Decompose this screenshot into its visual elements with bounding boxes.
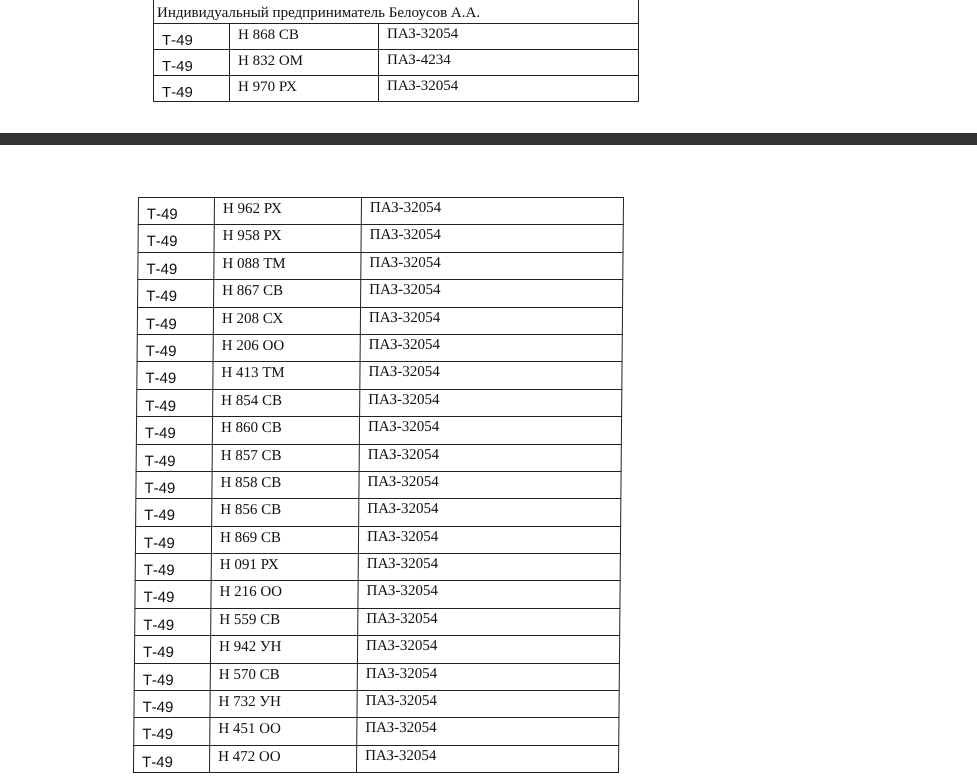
model-cell: ПАЗ-32054 <box>361 198 623 225</box>
model-cell: ПАЗ-32054 <box>361 252 623 279</box>
route-cell: Т-49 <box>134 663 210 690</box>
plate-cell: Н 958 РХ <box>214 225 361 252</box>
operator-name: Индивидуальный предприниматель Белоусов А.А. <box>154 0 639 23</box>
table-row <box>138 198 623 225</box>
model-cell: ПАЗ-32054 <box>359 499 621 526</box>
plate-cell: Н 088 ТМ <box>214 252 361 279</box>
table-row <box>138 225 623 252</box>
table-row <box>154 75 639 101</box>
model-cell: ПАЗ-32054 <box>356 745 618 772</box>
table-row <box>134 663 619 690</box>
route-cell: Т-49 <box>137 307 213 334</box>
table-row <box>134 636 619 663</box>
model-cell: ПАЗ-4234 <box>379 49 639 75</box>
vehicle-table-page-2 <box>133 197 624 773</box>
model-cell: ПАЗ-32054 <box>359 444 621 471</box>
route-cell: Т-49 <box>136 417 212 444</box>
model-cell: ПАЗ-32054 <box>361 280 623 307</box>
plate-cell: Н 559 СВ <box>211 608 358 635</box>
table-header-row <box>154 0 639 23</box>
table-row <box>137 389 622 416</box>
model-cell: ПАЗ-32054 <box>379 75 639 101</box>
route-cell: Т-49 <box>138 198 214 225</box>
route-cell: Т-49 <box>134 691 210 718</box>
model-cell: ПАЗ-32054 <box>358 581 620 608</box>
model-cell: ПАЗ-32054 <box>361 225 623 252</box>
model-cell: ПАЗ-32054 <box>360 307 622 334</box>
route-cell: Т-49 <box>154 23 230 49</box>
table-row <box>154 23 639 49</box>
route-cell: Т-49 <box>134 718 210 745</box>
plate-cell: Н 451 ОО <box>210 718 357 745</box>
table-row <box>137 307 622 334</box>
vehicle-table-page-1 <box>153 0 639 102</box>
plate-cell: Н 970 РХ <box>230 75 379 101</box>
model-cell: ПАЗ-32054 <box>359 471 621 498</box>
route-cell: Т-49 <box>133 745 209 772</box>
plate-cell: Н 962 РХ <box>214 198 361 225</box>
table-row <box>136 444 621 471</box>
model-cell: ПАЗ-32054 <box>357 636 619 663</box>
plate-cell: Н 860 СВ <box>212 417 359 444</box>
route-cell: Т-49 <box>134 636 210 663</box>
route-cell: Т-49 <box>135 608 211 635</box>
table-row <box>134 718 619 745</box>
page-separator <box>0 133 977 145</box>
route-cell: Т-49 <box>137 334 213 361</box>
plate-cell: Н 856 СВ <box>212 499 359 526</box>
plate-cell: Н 869 СВ <box>211 526 358 553</box>
plate-cell: Н 216 ОО <box>211 581 358 608</box>
route-cell: Т-49 <box>136 444 212 471</box>
model-cell: ПАЗ-32054 <box>358 608 620 635</box>
plate-cell: Н 570 СВ <box>210 663 357 690</box>
table-row <box>135 581 620 608</box>
table-row <box>135 526 620 553</box>
document-page-2 <box>0 145 977 781</box>
model-cell: ПАЗ-32054 <box>358 554 620 581</box>
table-row <box>135 554 620 581</box>
model-cell: ПАЗ-32054 <box>360 362 622 389</box>
model-cell: ПАЗ-32054 <box>360 334 622 361</box>
table-row <box>136 499 621 526</box>
plate-cell: Н 091 РХ <box>211 554 358 581</box>
route-cell: Т-49 <box>138 252 214 279</box>
route-cell: Т-49 <box>135 581 211 608</box>
plate-cell: Н 206 ОО <box>213 334 360 361</box>
plate-cell: Н 867 СВ <box>214 280 361 307</box>
plate-cell: Н 472 ОО <box>209 745 356 772</box>
plate-cell: Н 868 СВ <box>230 23 379 49</box>
table-row <box>136 417 621 444</box>
model-cell: ПАЗ-32054 <box>358 526 620 553</box>
table-row <box>136 471 621 498</box>
table-row <box>138 280 623 307</box>
table-row <box>154 49 639 75</box>
plate-cell: Н 413 ТМ <box>213 362 360 389</box>
table-row <box>137 334 622 361</box>
table-row <box>135 608 620 635</box>
model-cell: ПАЗ-32054 <box>357 691 619 718</box>
route-cell: Т-49 <box>136 499 212 526</box>
document-page-1 <box>0 0 977 133</box>
table-row <box>134 691 619 718</box>
route-cell: Т-49 <box>137 389 213 416</box>
route-cell: Т-49 <box>154 49 230 75</box>
route-cell: Т-49 <box>154 75 230 101</box>
route-cell: Т-49 <box>137 362 213 389</box>
plate-cell: Н 208 СХ <box>213 307 360 334</box>
route-cell: Т-49 <box>136 471 212 498</box>
model-cell: ПАЗ-32054 <box>357 663 619 690</box>
route-cell: Т-49 <box>135 526 211 553</box>
model-cell: ПАЗ-32054 <box>359 417 621 444</box>
route-cell: Т-49 <box>135 554 211 581</box>
table-row <box>137 362 622 389</box>
plate-cell: Н 942 УН <box>210 636 357 663</box>
plate-cell: Н 832 ОМ <box>230 49 379 75</box>
plate-cell: Н 857 СВ <box>212 444 359 471</box>
table-row <box>133 745 618 772</box>
plate-cell: Н 732 УН <box>210 691 357 718</box>
model-cell: ПАЗ-32054 <box>379 23 639 49</box>
model-cell: ПАЗ-32054 <box>357 718 619 745</box>
plate-cell: Н 858 СВ <box>212 471 359 498</box>
table-row <box>138 252 623 279</box>
route-cell: Т-49 <box>138 280 214 307</box>
route-cell: Т-49 <box>138 225 214 252</box>
model-cell: ПАЗ-32054 <box>360 389 622 416</box>
plate-cell: Н 854 СВ <box>213 389 360 416</box>
